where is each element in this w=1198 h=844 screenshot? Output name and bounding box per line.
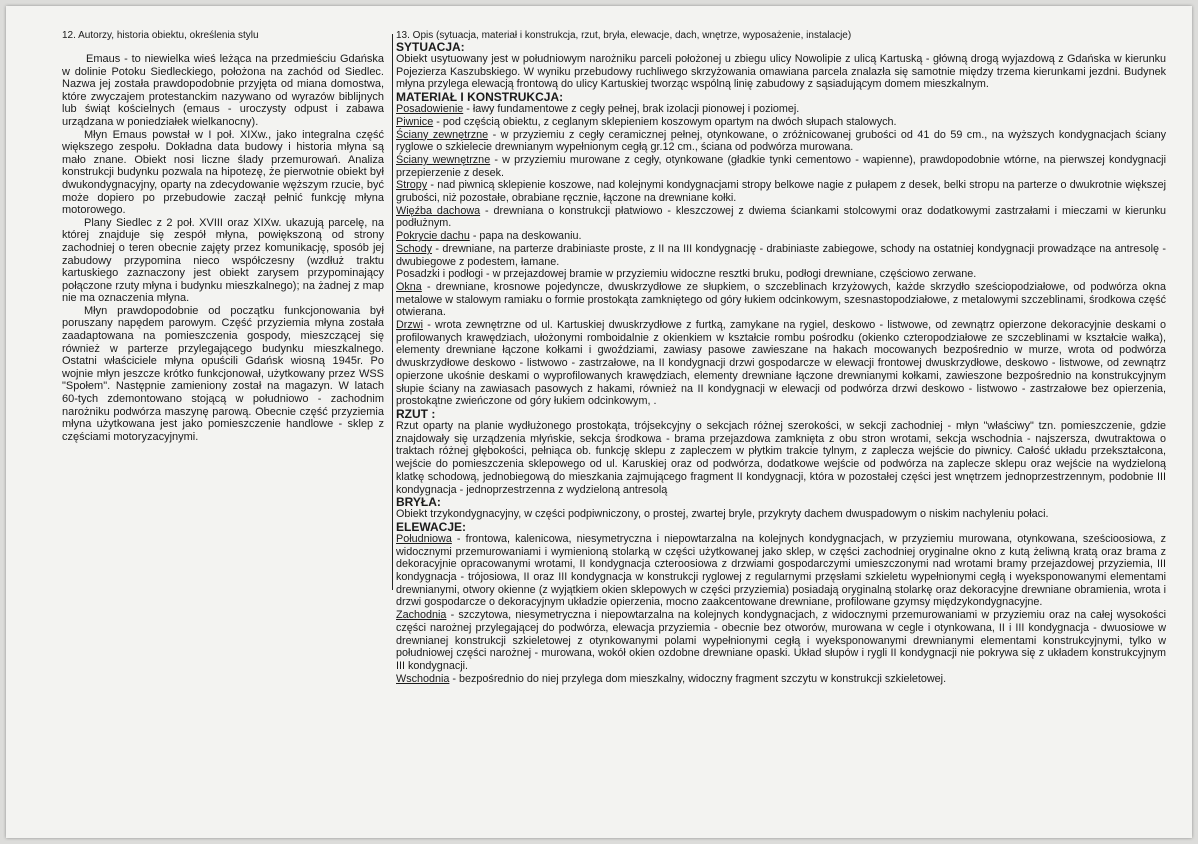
material-item	[396, 103, 1166, 116]
item-text: - w przyziemiu murowane z cegły, otynkowane (gładkie tynki cementowo - wapienne), prawdopodobnie wtórne, na pierwszej kondygnacji przepierzenie z desek.	[396, 153, 1166, 179]
material-item	[396, 230, 1166, 243]
document-page	[6, 6, 1192, 838]
item-text: - papa na deskowaniu.	[469, 230, 582, 243]
item-text: - bezpośrednio do niej przylega dom mieszkalny, widoczny fragment szczytu w konstrukcji szkieletowej.	[449, 672, 947, 685]
item-label: Wschodnia	[396, 672, 450, 685]
elewacje-list	[396, 533, 1166, 685]
item-label: Ściany wewnętrzne	[396, 153, 491, 166]
item-text: - pod częścią obiektu, z ceglanym sklepieniem koszowym opartym na dwóch słupach stalowych.	[433, 115, 897, 128]
history-paragraph: Emaus - to niewielka wieś leżąca na przedmieściu Gdańska w dolinie Potoku Siedleckiego, położona na zachód od Siedlec. Nazwa jej została prawdopodobnie przyjęta od miana domostwa, które zwyczajem protestanckim nazywano od wyrazów biblijnych lub świąt kościelnych (emaus - uroczysty odpust i zabawa urządzana w poniedziałek wielkanocny).	[62, 53, 384, 128]
material-item	[396, 243, 1166, 268]
item-text: - nad piwnicą sklepienie koszowe, nad kolejnymi kondygnacjami stropy belkowe nagie z pułapem z desek, belki stropu na parterze o dwukrotnie większej grubości, niż pozostałe, obrabiane ręcznie, łączone na drewniane kołki.	[396, 179, 1166, 205]
history-paragraph: Młyn prawdopodobnie od początku funkcjonowania był poruszany napędem parowym. Część przyziemia młyna została zaadaptowana na pomieszczenia gospody, mieszczącej się również w parterze przylegającego budynku mieszkalnego. Ostatni właściciele młyna opuścili Gdańsk wiosną 1945r. Po wojnie młyn jeszcze krótko funkcjonował, użytkowany przez WSS "Społem". Następnie zamieniony został na magazyn. W latach 60-tych zdemontowano stojącą w południowo - zachodnim narożniku podwórza maszynę parową. Obecnie część przyziemia młyna użytkowana jest jako pomieszczenie handlowe - sklep z częściami motoryzacyjnymi.	[62, 304, 384, 443]
item-text: - frontowa, kalenicowa, niesymetryczna i niepowtarzalna na kolejnych kondygnacjach, w przyziemiu murowana, otynkowana, sześcioosiowa, z widocznymi przemurowaniami i wymienioną stolarką w części użytkowanej jako sklep, w części zachodniej oryginalne okno z kutą żeliwną kratą oraz brama z dekoracyjnie opracowanymi wrotami, II kondygnacja czteroosiowa z drzwiami gospodarczymi umieszczonymi nad wrotami bramy przejazdowej przyziemia, III kondygnacja - trójosiowa, II oraz III kondygnacja w konstrukcji ryglowej z regularnymi przęsłami szkieletu wypełnionymi cegłą i wyeksponowanymi elementami drewnianymi, otwory okienne (z wyjątkiem okien sklepowych w części przyziemia) posiadają oryginalną stolarkę oraz dekoracyjne drewniane obramienia, wrota i drzwi gospodarcze o dekoracyjnym układzie opierzenia, mocno zaakcentowane drewniane, profilowane gzymsy międzykondygnacyjne.	[396, 532, 1166, 609]
history-paragraph: Młyn Emaus powstał w I poł. XIXw., jako integralna część większego zespołu. Dokładna data budowy i historia młyna są mało znane. Obiekt nosi liczne ślady przemurowań. Analiza konstrukcji budynku pozwala na hipotezę, że pierwotnie obiekt był dwukondygnacyjny, oparty na zdecydowanie węższym rzucie, być może dopiero po przebudowie zaczął pełnić funkcję młyna motorowego.	[62, 128, 384, 217]
elewacja-item	[396, 673, 1166, 686]
description-section-title: 13. Opis (sytuacja, materiał i konstrukcja, rzut, bryła, elewacje, dach, wnętrze, wyposażenie, instalacje)	[396, 30, 852, 41]
item-label: Schody	[396, 242, 433, 255]
item-label: Stropy	[396, 179, 428, 192]
item-label: Pokrycie dachu	[396, 230, 470, 243]
elewacja-item	[396, 609, 1166, 673]
item-text: - drewniana o konstrukcji płatwiowo - kleszczowej z dwiema ściankami stolcowymi oraz dodatkowymi zastrzałami i mieczami w kierunku podłużnym.	[396, 204, 1166, 230]
material-item	[396, 205, 1166, 230]
rzut-text: Rzut oparty na planie wydłużonego prostokąta, trójsekcyjny o sekcjach różnej szerokości, w sekcji zachodniej - młyn "właściwy" tzn. pomieszczenie, gdzie znajdowały się urządzenia młyńskie, sekcja środkowa - brama przejazdowa zamknięta z obu stron wrotami, sekcja wschodnia - najszersza, dwutraktowa o traktach różnej głębokości, pełniąca ob. funkcję sklepu z zapleczem w płytkim trakcie tylnym, z zaplecza wejście do piwnicy. Całość układu przekształcona, wejście do pomieszczenia sklepowego od ul. Karuskiej oraz od podwórza, dodatkowe wejście od podwórza na zaplecze sklepu oraz wejście na wydzieloną klatkę schodową, jednobiegową do mieszkania zajmującego fragment II kondygnacji, która w pozostałej części jest wnętrzem jednoprzestrzennym, podobnie III kondygnacja - jednoprzestrzenna z wydzieloną antresolą	[396, 419, 1166, 496]
material-item	[396, 319, 1166, 408]
item-label: Posadowienie	[396, 103, 464, 116]
item-text: Posadzki i podłogi - w przejazdowej bramie w przyziemiu widoczne resztki bruku, podłogi drewniane, częściowo zerwane.	[396, 268, 977, 281]
material-item	[396, 116, 1166, 129]
column-divider	[392, 34, 393, 590]
item-label: Drzwi	[396, 319, 423, 332]
item-text: - drewniane, krosnowe pojedyncze, dwuskrzydłowe ze słupkiem, o szczeblinach krzyżowych, każde skrzydło sześciopodziałowe, od podwórza okna metalowe w stalowym ramiaku o formie prostokąta zamkniętego od góry łukiem odcinkowym, szesnastopodziałowe, z metalowymi szczeblinami, środkowa część otwierana.	[396, 280, 1166, 319]
heading-rzut: RZUT :	[396, 406, 436, 421]
item-text: - w przyziemiu z cegły ceramicznej pełnej, otynkowane, o zróżnicowanej grubości od 41 do 59 cm., na wyższych kondygnacjach ściany ryglowe o szkielecie drewnianym wypełnionym cegłą gr.12 cm., ściana od podwórza murowana.	[396, 128, 1166, 154]
item-label: Okna	[396, 280, 422, 293]
item-label: Więźba dachowa	[396, 204, 481, 217]
material-item	[396, 281, 1166, 319]
material-item	[396, 154, 1166, 179]
item-text: - ławy fundamentowe z cegły pełnej, brak izolacji pionowej i poziomej.	[463, 103, 800, 116]
item-text: - szczytowa, niesymetryczna i niepowtarzalna na kolejnych kondygnacjach, z widocznymi przemurowaniami w przyziemiu oraz na całej wysokości części narożnej przylegającej do podwórza, elewacja przyziemia - obecnie bez otworów, murowana w cegle i otynkowana, II i III kondygnacja - dwuosiowe w drewnianej konstrukcji szkieletowej z otynkowanymi polami wypełnionymi cegłą i wyeksponowanymi drewnianymi elementami konstrukcyjnymi, tylko w południowej części narożnej - murowana, wokół okien ozdobne drewniane opaski. Układ słupów i rygli II kondygnacji nie pokrywa się z układem konstrukcyjnym III kondygnacji.	[396, 609, 1166, 672]
material-list	[396, 103, 1166, 408]
item-label: Zachodnia	[396, 609, 447, 622]
item-text: - drewniane, na parterze drabiniaste proste, z II na III kondygnację - drabiniaste zabiegowe, schody na ostatniej kondygnacji prowadzące na antresolę - dwubiegowe z podestem, łamane.	[396, 242, 1166, 268]
right-column	[396, 30, 1166, 685]
heading-material: MATERIAŁ I KONSTRUKCJA:	[396, 90, 564, 105]
bryla-text: Obiekt trzykondygnacyjny, w części podpiwniczony, o prostej, zwartej bryle, przykryty dachem dwuspadowym o niskim nachyleniu połaci.	[396, 508, 1049, 521]
item-label: Południowa	[396, 532, 452, 545]
left-column	[62, 30, 384, 443]
history-section-title: 12. Autorzy, historia obiektu, określenia stylu	[62, 30, 259, 41]
elewacja-item	[396, 533, 1166, 609]
heading-bryla: BRYŁA:	[396, 495, 441, 510]
material-item	[396, 179, 1166, 204]
material-item	[396, 129, 1166, 154]
sytuacja-text: Obiekt usytuowany jest w południowym narożniku parceli położonej u zbiegu ulicy Nowolipie z ulicą Kartuską - główną drogą wyjazdową z Gdańska w kierunku Pojezierza Kaszubskiego. W wyniku przebudowy ruchliwego skrzyżowania omawiana parcela znalazła się samotnie między trzema kierunkami jezdni. Budynek młyna przylega elewacją frontową do ulicy Kartuskiej tworząc wspólną linię zabudowy z sąsiadującym domem mieszkalnym.	[396, 53, 1166, 91]
heading-sytuacja: SYTUACJA:	[396, 40, 465, 54]
history-paragraph: Plany Siedlec z 2 poł. XVIII oraz XIXw. ukazują parcelę, na której znajduje się zespół młyna, powiększoną od strony zachodniej o teren obecnie zajęty przez komunikację, sposób jej zabudowy przypomina nieco współczesny (wzdłuż traktu kartuskiego zaznaczony jest obiekt zarysem przypominający połączone rzuty młyna i budynku mieszkalnego); na żadnej z map nie ma oznaczenia młyna.	[62, 216, 384, 305]
material-item	[396, 268, 1166, 281]
item-text: - wrota zewnętrzne od ul. Kartuskiej dwuskrzydłowe z furtką, zamykane na rygiel, deskowo - listwowe, od zewnątrz opierzone dekoracyjnie deskami o profilowanych krawędziach, ułożonymi romboidalnie z okienkiem w kształcie rombu pośrodku (okienko czteropodziałowe ze szczeblinami w kształcie wałka), elementy drewniane łączone kołkami i gwoździami, zawiasy pasowe zawieszane na hakach mocowanych bezpośrednio w murze, wrota od podwórza dwuskrzydłowe deskowo - listwowo - zastrzałowe, na II kondygnacji drzwi gospodarcze w elewacji frontowej dwuskrzydłowe, deskowo - listwowe, od zewnątrz opierzone ukośnie deskami o wyprofilowanych krawędziach, elementy drewniane łączone drewnianymi kołkami, zawieszone bezpośrednio na konstrukcyjnym słupie ściany na zawiasach pasowych z hakami, również na II kondygnacji w elewacji od podwórza drzwi deskowo - listwowo - zastrzałowe bez opierzenia, prostokątne zwieńczone od góry łukiem odcinkowym, .	[396, 319, 1166, 408]
heading-elewacje: ELEWACJE:	[396, 519, 467, 534]
item-label: Ściany zewnętrzne	[396, 128, 489, 141]
item-label: Piwnice	[396, 115, 434, 128]
